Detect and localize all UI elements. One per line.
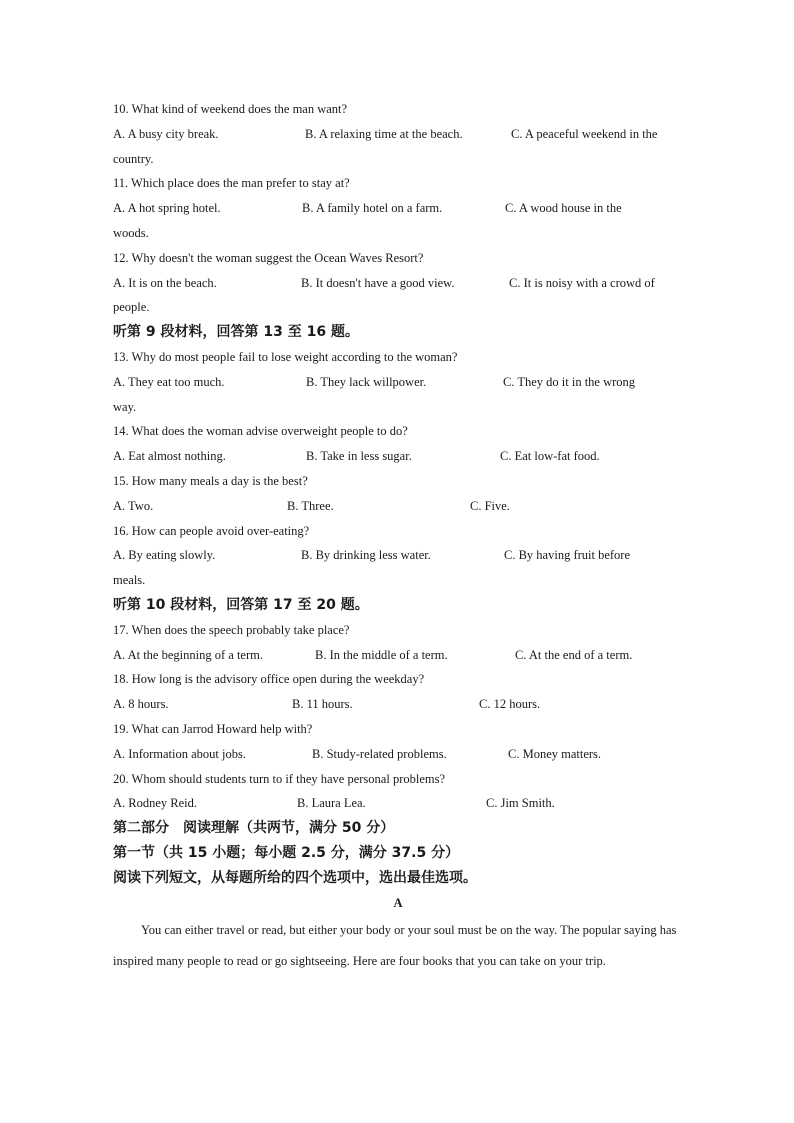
question-17: 17. When does the speech probably take place? <box>113 622 350 637</box>
option-c: C. A wood house in the <box>505 201 622 216</box>
option-a: A. Eat almost nothing. <box>113 449 226 464</box>
option-c: C. They do it in the wrong <box>503 374 636 389</box>
option-a: A. They eat too much. <box>113 374 225 389</box>
section-10-heading: 听第 10 段材料，回答第 17 至 20 题。 <box>113 596 369 613</box>
options-14 <box>113 444 683 469</box>
option-a: A. A busy city break. <box>113 126 219 141</box>
option-b: B. Take in less sugar. <box>306 449 412 464</box>
options-11 <box>113 196 683 221</box>
option-a: A. Information about jobs. <box>113 746 246 761</box>
option-a: A. Two. <box>113 498 154 513</box>
options-15 <box>113 494 683 519</box>
question-19: 19. What can Jarrod Howard help with? <box>113 721 313 736</box>
options-10 <box>113 122 683 147</box>
option-c: C. It is noisy with a crowd of <box>509 275 655 290</box>
passage-label: A <box>393 895 403 910</box>
option-a: A. 8 hours. <box>113 697 169 712</box>
option-c: C. By having fruit before <box>504 548 631 563</box>
options-12 <box>113 271 683 296</box>
option-a: A. Rodney Reid. <box>113 796 198 811</box>
part-2-heading: 第二部分 阅读理解（共两节，满分 50 分） <box>113 820 395 837</box>
option-c-wrap: woods. <box>113 225 149 240</box>
option-c: C. Five. <box>470 498 510 513</box>
option-c: C. Eat low-fat food. <box>500 449 600 464</box>
option-b: B. It doesn't have a good view. <box>301 275 455 290</box>
options-18 <box>113 692 683 717</box>
section-1-heading: 第一节（共 15 小题；每小题 2.5 分，满分 37.5 分） <box>113 844 460 861</box>
option-c-wrap: way. <box>113 399 137 414</box>
option-b: B. A relaxing time at the beach. <box>305 126 463 141</box>
option-b: B. In the middle of a term. <box>315 647 448 662</box>
option-a: A. A hot spring hotel. <box>113 201 221 216</box>
option-c: C. Jim Smith. <box>486 796 555 811</box>
instruction: 阅读下列短文，从每题所给的四个选项中，选出最佳选项。 <box>113 869 477 886</box>
passage-paragraph <box>113 915 681 977</box>
option-b: B. A family hotel on a farm. <box>302 201 443 216</box>
option-c-wrap: country. <box>113 151 154 166</box>
question-18: 18. How long is the advisory office open during the weekday? <box>113 672 425 687</box>
option-c: C. Money matters. <box>508 746 602 761</box>
options-13 <box>113 370 683 395</box>
option-b: B. They lack willpower. <box>306 374 427 389</box>
option-a: A. By eating slowly. <box>113 548 216 563</box>
option-b: B. Study-related problems. <box>312 746 447 761</box>
question-14: 14. What does the woman advise overweight people to do? <box>113 424 408 439</box>
option-b: B. Laura Lea. <box>297 796 366 811</box>
question-16: 16. How can people avoid over-eating? <box>113 523 310 538</box>
question-11: 11. Which place does the man prefer to stay at? <box>113 176 350 191</box>
question-10: 10. What kind of weekend does the man want? <box>113 102 348 116</box>
options-20 <box>113 791 683 816</box>
question-12: 12. Why doesn't the woman suggest the Ocean Waves Resort? <box>113 250 424 265</box>
option-b: B. Three. <box>287 498 334 513</box>
option-c: C. At the end of a term. <box>515 647 633 662</box>
question-15: 15. How many meals a day is the best? <box>113 473 308 488</box>
options-19 <box>113 742 683 767</box>
exam-page <box>113 97 683 977</box>
option-b: B. 11 hours. <box>292 697 353 712</box>
question-13: 13. Why do most people fail to lose weight according to the woman? <box>113 349 458 364</box>
options-16 <box>113 543 683 568</box>
option-b: B. By drinking less water. <box>301 548 431 563</box>
option-a: A. It is on the beach. <box>113 275 217 290</box>
option-c-wrap: meals. <box>113 573 146 588</box>
options-17 <box>113 643 683 668</box>
option-c-wrap: people. <box>113 300 150 315</box>
option-c: C. 12 hours. <box>479 697 541 712</box>
section-9-heading: 听第 9 段材料，回答第 13 至 16 题。 <box>113 324 359 341</box>
option-c: C. A peaceful weekend in the <box>511 126 658 141</box>
passage-text: You can either travel or read, but either your body or your soul must be on the way. The popular saying has inspired many people to read or go sightseeing. Here are four books that you can take on your trip. <box>113 923 677 969</box>
option-a: A. At the beginning of a term. <box>113 647 263 662</box>
question-20: 20. Whom should students turn to if they have personal problems? <box>113 771 446 786</box>
